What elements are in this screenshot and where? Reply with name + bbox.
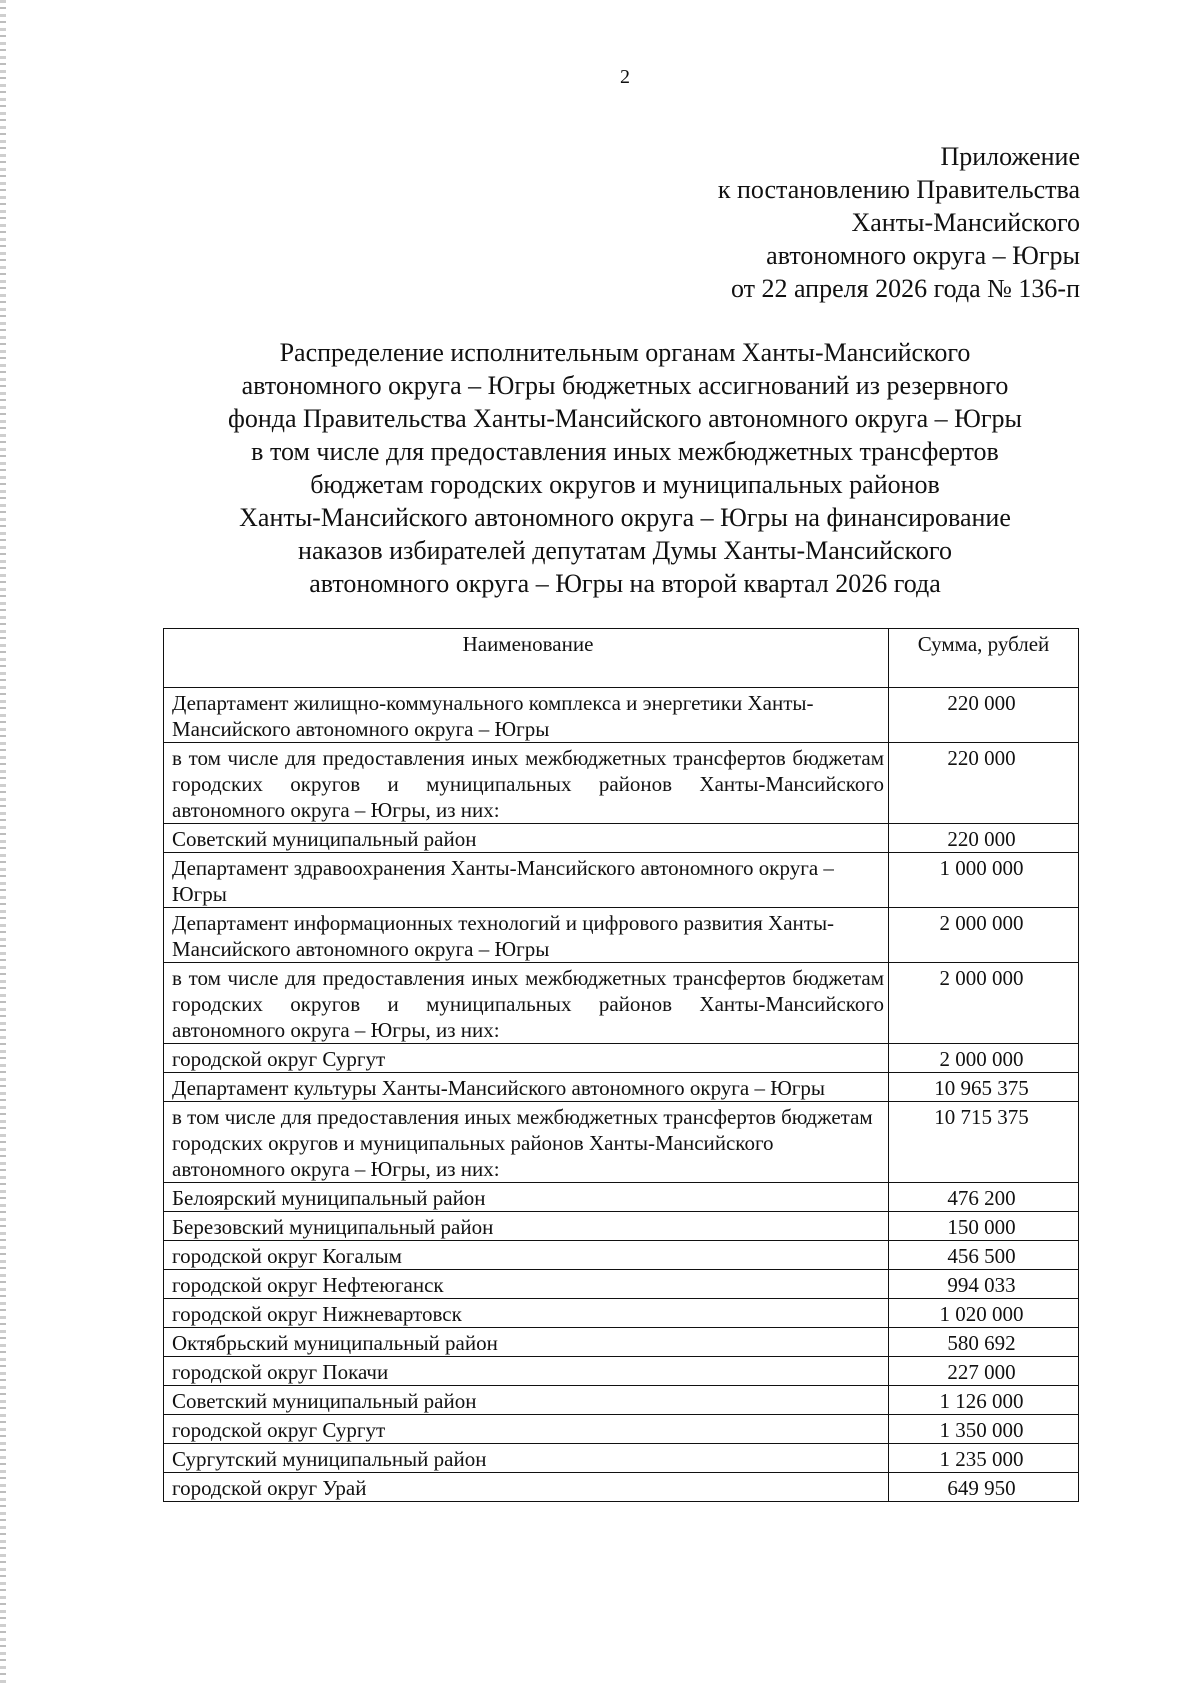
table-row [164,1473,1079,1502]
table-row [164,1073,1079,1102]
title-line: автономного округа – Югры на второй квартал 2026 года [309,569,941,598]
row-sum: 456 500 [889,1241,1079,1270]
appendix-line: автономного округа – Югры [766,241,1080,270]
table-row [164,1212,1079,1241]
table-row [164,1328,1079,1357]
table-row [164,1102,1079,1183]
row-name: Березовский муниципальный район [164,1212,889,1241]
row-sum: 2 000 000 [889,908,1079,963]
title-line: автономного округа – Югры бюджетных ассигнований из резервного [241,371,1009,400]
row-sum: 1 126 000 [889,1386,1079,1415]
row-name: городской округ Покачи [164,1357,889,1386]
table-row [164,1357,1079,1386]
table-row [164,1183,1079,1212]
table-header-row [164,629,1079,688]
row-sum: 150 000 [889,1212,1079,1241]
appendix-line: Ханты-Мансийского [851,208,1080,237]
row-sum: 1 000 000 [889,853,1079,908]
title-line: бюджетам городских округов и муниципальных районов [310,470,940,499]
row-name: городской округ Сургут [164,1415,889,1444]
row-name: Департамент здравоохранения Ханты-Мансийского автономного округа – Югры [164,853,889,908]
row-name: Белоярский муниципальный район [164,1183,889,1212]
table-row [164,1241,1079,1270]
table-row [164,963,1079,1044]
row-sum: 220 000 [889,688,1079,743]
row-sum: 2 000 000 [889,1044,1079,1073]
row-name: Советский муниципальный район [164,824,889,853]
row-sum: 227 000 [889,1357,1079,1386]
table-row [164,908,1079,963]
row-name: в том числе для предоставления иных межбюджетных трансфертов бюджетам городских округов и муниципальных районов Ханты-Мансийского автономного округа – Югры, из них: [164,1102,889,1183]
document-title [150,336,1100,600]
row-name: городской округ Нижневартовск [164,1299,889,1328]
row-name: Октябрьский муниципальный район [164,1328,889,1357]
row-name: Департамент культуры Ханты-Мансийского автономного округа – Югры [164,1073,889,1102]
row-name: Советский муниципальный район [164,1386,889,1415]
title-line: наказов избирателей депутатам Думы Ханты-Мансийского [298,536,952,565]
table-row [164,1299,1079,1328]
header-name: Наименование [164,629,889,688]
row-sum: 1 235 000 [889,1444,1079,1473]
row-sum: 10 965 375 [889,1073,1079,1102]
row-sum: 10 715 375 [889,1102,1079,1183]
row-name: городской округ Сургут [164,1044,889,1073]
row-name: Сургутский муниципальный район [164,1444,889,1473]
row-name: Департамент жилищно-коммунального комплекса и энергетики Ханты-Мансийского автономного округа – Югры [164,688,889,743]
row-sum: 1 350 000 [889,1415,1079,1444]
allocation-table [163,628,1079,1502]
row-sum: 220 000 [889,824,1079,853]
appendix-line: к постановлению Правительства [717,175,1080,204]
title-line: в том числе для предоставления иных межбюджетных трансфертов [251,437,999,466]
table-row [164,1386,1079,1415]
row-sum: 2 000 000 [889,963,1079,1044]
page-number: 2 [620,66,630,88]
row-name: Департамент информационных технологий и цифрового развития Ханты-Мансийского автономного округа – Югры [164,908,889,963]
table-row [164,688,1079,743]
table-row [164,1415,1079,1444]
row-sum: 476 200 [889,1183,1079,1212]
row-sum: 220 000 [889,743,1079,824]
table-row [164,1444,1079,1473]
title-line: Распределение исполнительным органам Ханты-Мансийского [279,338,971,367]
title-line: фонда Правительства Ханты-Мансийского автономного округа – Югры [227,404,1022,433]
table-row [164,743,1079,824]
table-row [164,1270,1079,1299]
row-sum: 994 033 [889,1270,1079,1299]
table-row [164,824,1079,853]
row-sum: 649 950 [889,1473,1079,1502]
row-name: городской округ Нефтеюганск [164,1270,889,1299]
row-name: в том числе для предоставления иных межбюджетных трансфертов бюджетам городских округов и муниципальных районов Ханты-Мансийского автономного округа – Югры, из них: [164,743,889,824]
row-sum: 580 692 [889,1328,1079,1357]
row-name: в том числе для предоставления иных межбюджетных трансфертов бюджетам городских округов и муниципальных районов Ханты-Мансийского автономного округа – Югры, из них: [164,963,889,1044]
appendix-line: Приложение [940,142,1080,171]
title-line: Ханты-Мансийского автономного округа – Югры на финансирование [239,503,1011,532]
table-row [164,853,1079,908]
scan-edge [0,0,6,1686]
row-name: городской округ Урай [164,1473,889,1502]
row-sum: 1 020 000 [889,1299,1079,1328]
appendix-block [718,140,1080,305]
table-row [164,1044,1079,1073]
appendix-line: от 22 апреля 2026 года № 136-п [730,274,1080,303]
row-name: городской округ Когалым [164,1241,889,1270]
header-sum: Сумма, рублей [889,629,1079,688]
